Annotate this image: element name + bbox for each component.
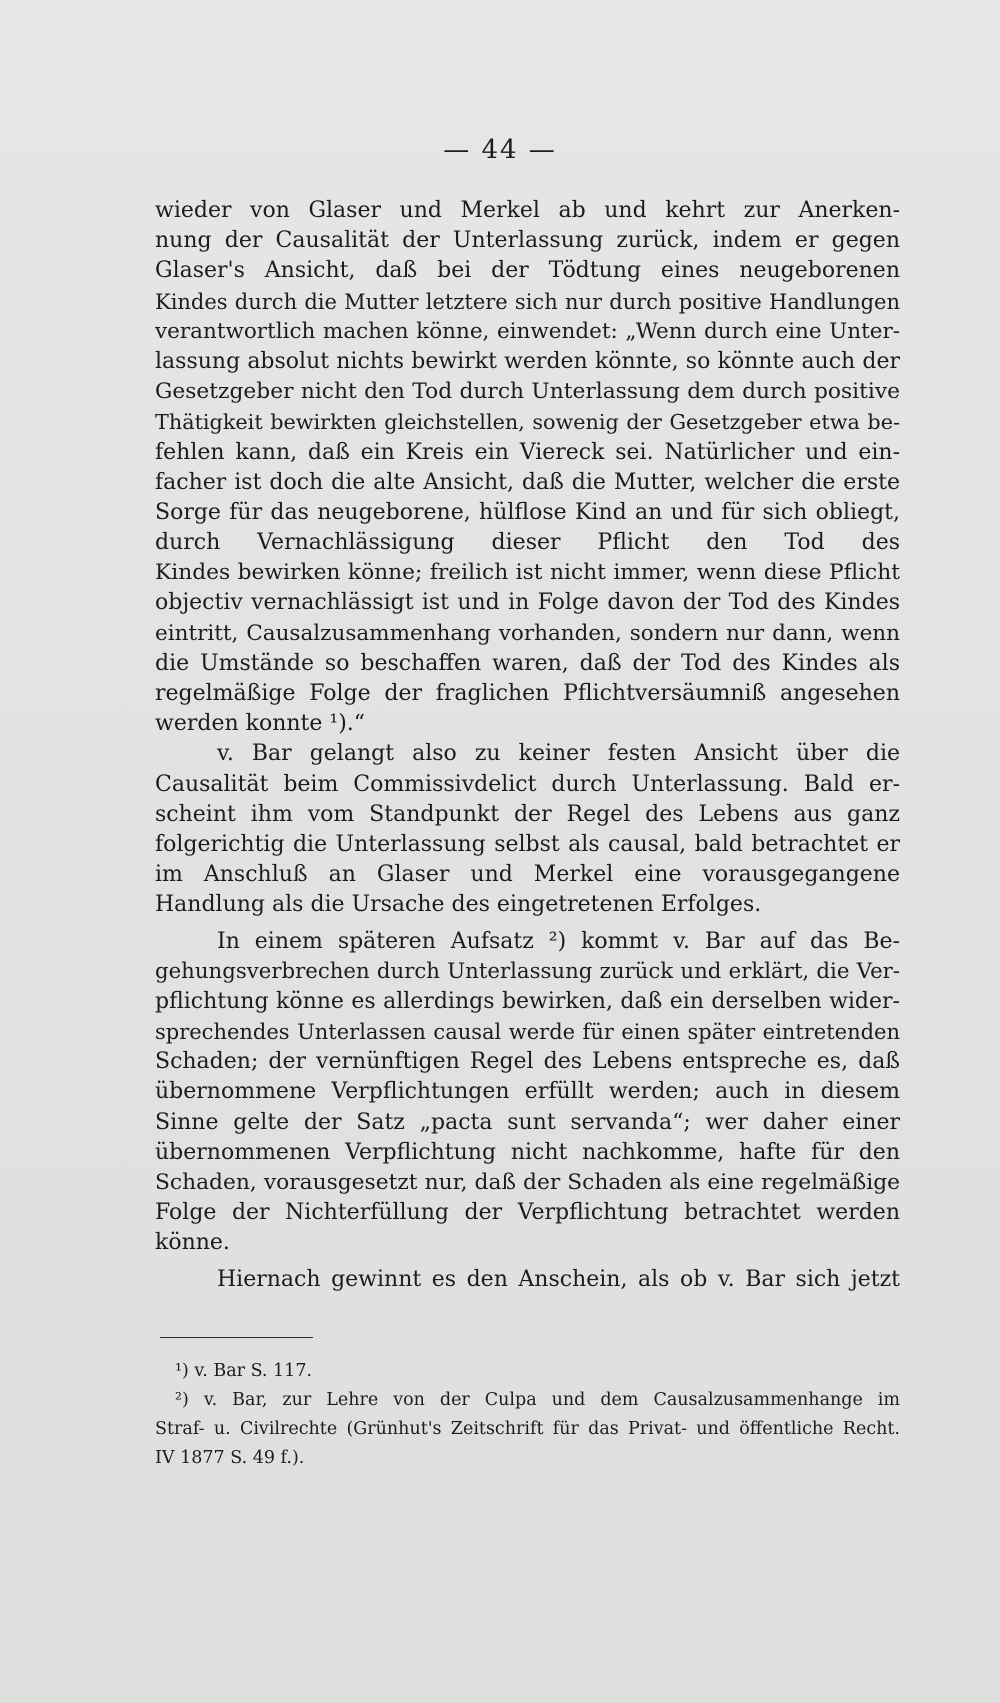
footnote-separator <box>160 1337 313 1338</box>
text-line: Thätigkeit bewirkten gleichstellen, sowenig der Gesetzgeber etwa be- <box>155 410 900 435</box>
text-line: pflichtung könne es allerdings bewirken, daß ein derselben wider- <box>155 988 900 1014</box>
text-line: nung der Causalität der Unterlassung zurück, indem er gegen <box>155 228 900 254</box>
text-line: Kindes durch die Mutter letztere sich nur durch positive Handlungen <box>155 289 900 314</box>
text-line: Kindes bewirken könne; freilich ist nicht immer, wenn diese Pflicht <box>155 560 900 586</box>
text-line: eintritt, Causalzusammenhang vorhanden, sondern nur dann, wenn <box>155 620 900 646</box>
text-line: wieder von Glaser und Merkel ab und kehrt zur Anerken- <box>155 198 900 223</box>
text-line: regelmäßige Folge der fraglichen Pflichtversäumniß angesehen <box>155 681 900 706</box>
text-line: im Anschluß an Glaser und Merkel eine vorausgegangene <box>155 862 900 888</box>
paragraph <box>155 196 900 739</box>
paragraph <box>155 739 900 920</box>
text-line: fehlen kann, daß ein Kreis ein Viereck sei. Natürlicher und ein- <box>155 439 900 465</box>
text-line: Gesetzgeber nicht den Tod durch Unterlassung dem durch positive <box>155 379 900 405</box>
page-number: — 44 — <box>443 135 557 165</box>
text-line: durch Vernachlässigung dieser Pflicht den Tod des <box>155 530 900 556</box>
text-line: übernommenen Verpflichtung nicht nachkomme, hafte für den <box>155 1139 900 1165</box>
text-line: Sinne gelte der Satz „pacta sunt servanda“; wer daher einer <box>155 1109 900 1135</box>
text-line: Schaden, vorausgesetzt nur, daß der Schaden als eine regelmäßige <box>155 1170 900 1195</box>
text-line: Folge der Nichterfüllung der Verpflichtung betrachtet werden <box>155 1200 900 1226</box>
text-line: folgerichtig die Unterlassung selbst als causal, bald betrachtet er <box>155 831 900 857</box>
text-line: Glaser's Ansicht, daß bei der Tödtung eines neugeborenen <box>155 258 900 284</box>
body-text <box>155 196 900 1295</box>
footnote-line: Straf- u. Civilrechte (Grünhut's Zeitschrift für das Privat- und öffentliche Recht. <box>155 1419 900 1439</box>
paragraph <box>155 1265 900 1295</box>
text-line: objectiv vernachlässigt ist und in Folge davon der Tod des Kindes <box>155 590 900 616</box>
footnote-line: ¹) v. Bar S. 117. <box>175 1361 313 1381</box>
text-line: gehungsverbrechen durch Unterlassung zurück und erklärt, die Ver- <box>155 958 900 984</box>
text-line: könne. <box>155 1230 230 1256</box>
footnotes <box>155 1357 900 1473</box>
text-line: lassung absolut nichts bewirkt werden könnte, so könnte auch der <box>155 348 900 374</box>
text-line: facher ist doch die alte Ansicht, daß die Mutter, welcher die erste <box>155 469 900 495</box>
text-line: sprechendes Unterlassen causal werde für einen später eintretenden <box>155 1020 900 1045</box>
text-line: Hiernach gewinnt es den Anschein, als ob v. Bar sich jetzt <box>217 1266 900 1292</box>
text-line: werden konnte ¹).“ <box>155 711 366 737</box>
text-line: Causalität beim Commissivdelict durch Unterlassung. Bald er- <box>155 771 900 797</box>
text-line: Schaden; der vernünftigen Regel des Lebens entspreche es, daß <box>155 1049 900 1075</box>
text-line: In einem späteren Aufsatz ²) kommt v. Bar auf das Be- <box>217 928 900 954</box>
text-line: Handlung als die Ursache des eingetretenen Erfolges. <box>155 892 762 918</box>
footnote-line: ²) v. Bar, zur Lehre von der Culpa und dem Causalzusammenhange im <box>175 1390 900 1410</box>
text-line: Sorge für das neugeborene, hülflose Kind an und für sich obliegt, <box>155 499 900 525</box>
text-line: übernommene Verpflichtungen erfüllt werden; auch in diesem <box>155 1079 900 1105</box>
text-line: scheint ihm vom Standpunkt der Regel des Lebens aus ganz <box>155 801 900 827</box>
text-line: verantwortlich machen könne, einwendet: „Wenn durch eine Unter- <box>155 318 900 344</box>
paragraph <box>155 927 900 1259</box>
text-line: v. Bar gelangt also zu keiner festen Ansicht über die <box>217 741 900 767</box>
text-line: die Umstände so beschaffen waren, daß der Tod des Kindes als <box>155 650 900 676</box>
footnote-line: IV 1877 S. 49 f.). <box>155 1448 305 1468</box>
